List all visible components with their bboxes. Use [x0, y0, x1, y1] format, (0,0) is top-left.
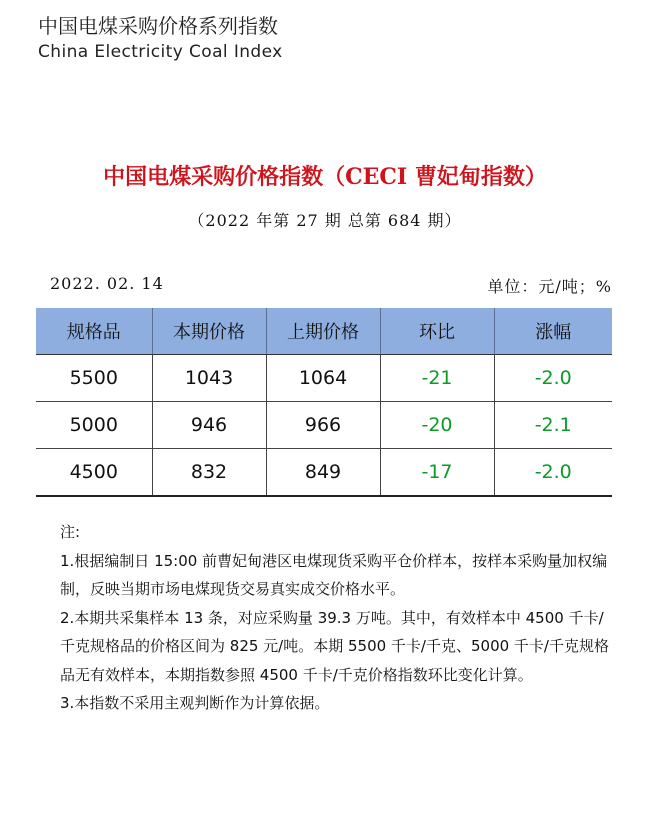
cell-current: 946: [152, 402, 266, 449]
cell-previous: 966: [266, 402, 380, 449]
cell-mom: -17: [380, 449, 494, 497]
cell-pct: -2.0: [494, 355, 612, 402]
report-title: 中国电煤采购价格指数（CECI 曹妃甸指数）: [103, 164, 547, 190]
table-row: [36, 355, 612, 402]
note-item-1: 1.根据编制日 15:00 前曹妃甸港区电煤现货采购平仓价样本，按样本采购量加权编制，反映当期市场电煤现货交易真实成交价格水平。: [60, 551, 608, 598]
col-header-mom: 环比: [380, 308, 494, 355]
table-row: [36, 449, 612, 497]
cell-spec: 4500: [36, 449, 152, 497]
notes-label: 注:: [60, 523, 81, 541]
cell-previous: 1064: [266, 355, 380, 402]
note-item-3: 3.本指数不采用主观判断作为计算依据。: [60, 694, 330, 712]
report-date: 2022. 02. 14: [50, 274, 164, 293]
col-header-spec: 规格品: [36, 308, 152, 355]
col-header-previous: 上期价格: [266, 308, 380, 355]
note-item-2: 2.本期共采集样本 13 条，对应采购量 39.3 万吨。其中，有效样本中 4500 千卡/千克规格品的价格区间为 825 元/吨。本期 5500 千卡/千克、5000 千卡/千克规格品无有效样本，本期指数参照 4500 千卡/千克价格指数环比变化计算。: [60, 608, 609, 684]
col-header-current: 本期价格: [152, 308, 266, 355]
cell-pct: -2.1: [494, 402, 612, 449]
cell-previous: 849: [266, 449, 380, 497]
cell-spec: 5000: [36, 402, 152, 449]
table-header-row: [36, 308, 612, 355]
table-row: [36, 402, 612, 449]
report-unit: 单位：元/吨；%: [487, 277, 612, 296]
notes-section: [60, 518, 615, 718]
cell-mom: -21: [380, 355, 494, 402]
cell-mom: -20: [380, 402, 494, 449]
report-issue: （2022 年第 27 期 总第 684 期）: [188, 211, 462, 230]
cell-pct: -2.0: [494, 449, 612, 497]
cell-current: 832: [152, 449, 266, 497]
header-title-en: China Electricity Coal Index: [38, 42, 283, 62]
col-header-pct: 涨幅: [494, 308, 612, 355]
price-index-table: [36, 308, 612, 497]
cell-current: 1043: [152, 355, 266, 402]
cell-spec: 5500: [36, 355, 152, 402]
header-title-cn: 中国电煤采购价格系列指数: [38, 14, 278, 38]
